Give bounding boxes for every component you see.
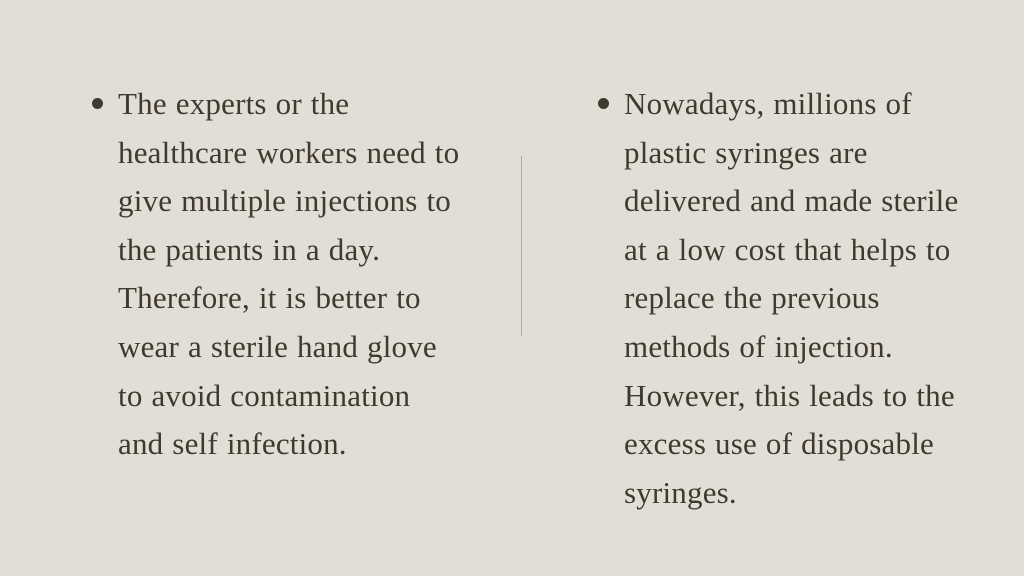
left-bullet-list (92, 80, 464, 469)
bullet-dot-icon (598, 98, 609, 109)
bullet-text-left: The experts or the healthcare workers need to give multiple injections to the patients in a day. Therefore, it is better to wear a sterile hand glove to avoid contamination and self infection. (118, 86, 460, 462)
right-bullet-list (598, 80, 970, 517)
bullet-text-right: Nowadays, millions of plastic syringes are delivered and made sterile at a low cost that helps to replace the previous methods of injection. However, this leads to the excess use of disposable syringes. (624, 86, 959, 510)
bullet-dot-icon (92, 98, 103, 109)
vertical-divider (521, 156, 522, 336)
bullet-item-left (92, 80, 464, 469)
bullet-item-right (598, 80, 970, 517)
